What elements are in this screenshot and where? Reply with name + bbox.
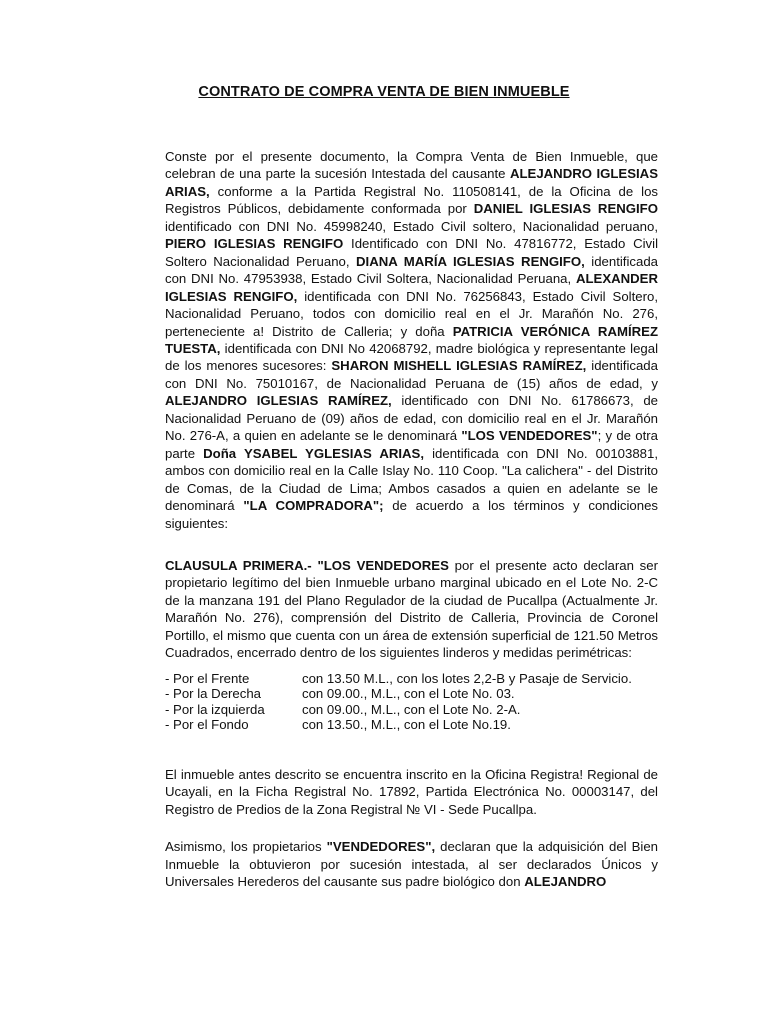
text-run: declaran que la adquisición del Bien Inmueble la obtuvieron por sucesión intestada, al ser declarados Únicos y Universales Herederos del causante sus padre biológico don <box>165 839 658 889</box>
document-body <box>165 148 658 890</box>
text-run: Identificado con DNI No. 47816772, Estado Civil Soltero Nacionalidad Peruano, <box>165 236 658 269</box>
bold-text-run: DIANA MARÍA IGLESIAS RENGIFO, <box>356 253 585 269</box>
lindero-value: con 13.50., M.L., con el Lote No.19. <box>302 717 511 733</box>
text-run: identificada con DNI No. 00103881, ambos con domicilio real en la Calle Islay No. 110 Coop. "La calichera" - del Distrito de Comas, de la Ciudad de Lima; Ambos casados a quien en adelante se le denominará <box>165 445 658 514</box>
asimismo-paragraph <box>165 838 658 890</box>
bold-text-run: ALEJANDRO IGLESIAS RAMÍREZ, <box>165 393 392 409</box>
bold-text-run: "VENDEDORES", <box>326 839 436 855</box>
clausula-primera-paragraph <box>165 557 658 662</box>
bold-text-run: "LA COMPRADORA"; <box>243 498 384 514</box>
text-run: identificado con DNI No. 45998240, Estado Civil soltero, Nacionalidad peruano, <box>165 218 658 234</box>
linderos-list <box>165 671 658 733</box>
lindero-row <box>165 686 658 702</box>
lindero-row <box>165 702 658 718</box>
lindero-value: con 13.50 M.L., con los lotes 2,2-B y Pasaje de Servicio. <box>302 670 632 686</box>
bold-text-run: PATRICIA VERÓNICA RAMÍREZ TUESTA, <box>165 323 658 356</box>
text-run: identificada con DNI No. 76256843, Estado Civil Soltero, Nacionalidad Peruano, todos con domicilio real en el Jr. Marañón No. 276, perteneciente a! Distrito de Calleria; y doña <box>165 288 658 339</box>
text-run: conforme a la Partida Registral No. 110508141, de la Oficina de los Registros Públicos, debidamente conformada por <box>165 183 658 217</box>
text-run: Asimismo, los propietarios <box>165 839 327 855</box>
lindero-label: - Por la Derecha <box>165 686 262 702</box>
lindero-value: con 09.00., M.L., con el Lote No. 03. <box>302 686 515 702</box>
text-run: identificado con DNI No. 61786673, de Nacionalidad Peruano de (09) años de edad, con domicilio real en el Jr. Marañón No. 276-A, a quien en adelante se le denominará <box>165 393 659 444</box>
lindero-label: - Por el Frente <box>165 670 250 686</box>
inscripcion-paragraph <box>165 766 658 818</box>
lindero-label: - Por el Fondo <box>165 717 249 733</box>
lindero-label: - Por la izquierda <box>165 701 265 717</box>
bold-text-run: CLAUSULA PRIMERA.- "LOS VENDEDORES <box>165 557 449 573</box>
text-run: identificada con DNI No. 75010167, de Nacionalidad Peruana de (15) años de edad, y <box>165 358 658 391</box>
text-run: Conste por el presente documento, la Compra Venta de Bien Inmueble, que celebran de una parte la sucesión Intestada del causante <box>165 149 658 182</box>
document-title: CONTRATO DE COMPRA VENTA DE BIEN INMUEBLE <box>198 84 570 100</box>
lindero-row <box>165 717 658 733</box>
bold-text-run: ALEXANDER IGLESIAS RENGIFO, <box>165 271 658 304</box>
text-run: identificada con DNI No. 47953938, Estado Civil Soltera, Nacionalidad Peruana, <box>165 253 659 287</box>
text-run: por el presente acto declaran ser propietario legítimo del bien Inmueble urbano marginal ubicado en el Lote No. 2-C de la manzana 191 del Plano Regulador de la ciudad de Pucallpa (Actualmente Jr. Marañón No. 276), comprensión del Distrito de Calleria, Provincia de Coronel Portillo, el mismo que cuenta con un área de extensión superficial de 121.50 Metros Cuadrados, encerrado dentro de los siguientes linderos y medidas perimétricas: <box>165 557 658 661</box>
text-run: de acuerdo a los términos y condiciones siguientes: <box>165 498 658 531</box>
bold-text-run: ALEJANDRO IGLESIAS ARIAS, <box>165 166 659 199</box>
intro-paragraph <box>165 148 658 532</box>
lindero-value: con 09.00., M.L., con el Lote No. 2-A. <box>302 701 521 717</box>
bold-text-run: Doña YSABEL YGLESIAS ARIAS, <box>203 445 425 461</box>
bold-text-run: ALEJANDRO <box>524 873 607 889</box>
text-run: ; y de otra parte <box>165 428 658 461</box>
bold-text-run: PIERO IGLESIAS RENGIFO <box>165 236 344 252</box>
lindero-row <box>165 671 658 687</box>
bold-text-run: SHARON MISHELL IGLESIAS RAMÍREZ, <box>331 358 587 374</box>
text-run: identificada con DNI No 42068792, madre biológica y representante legal de los menores sucesores: <box>165 340 658 374</box>
bold-text-run: "LOS VENDEDORES" <box>461 428 598 444</box>
text-run: El inmueble antes descrito se encuentra inscrito en la Oficina Registra! Regional de Ucayali, en la Ficha Registral No. 17892, Partida Electrónica No. 00003147, del Registro de Predios de la Zona Registral № VI - Sede Pucallpa. <box>165 766 658 817</box>
bold-text-run: DANIEL IGLESIAS RENGIFO <box>473 201 658 217</box>
